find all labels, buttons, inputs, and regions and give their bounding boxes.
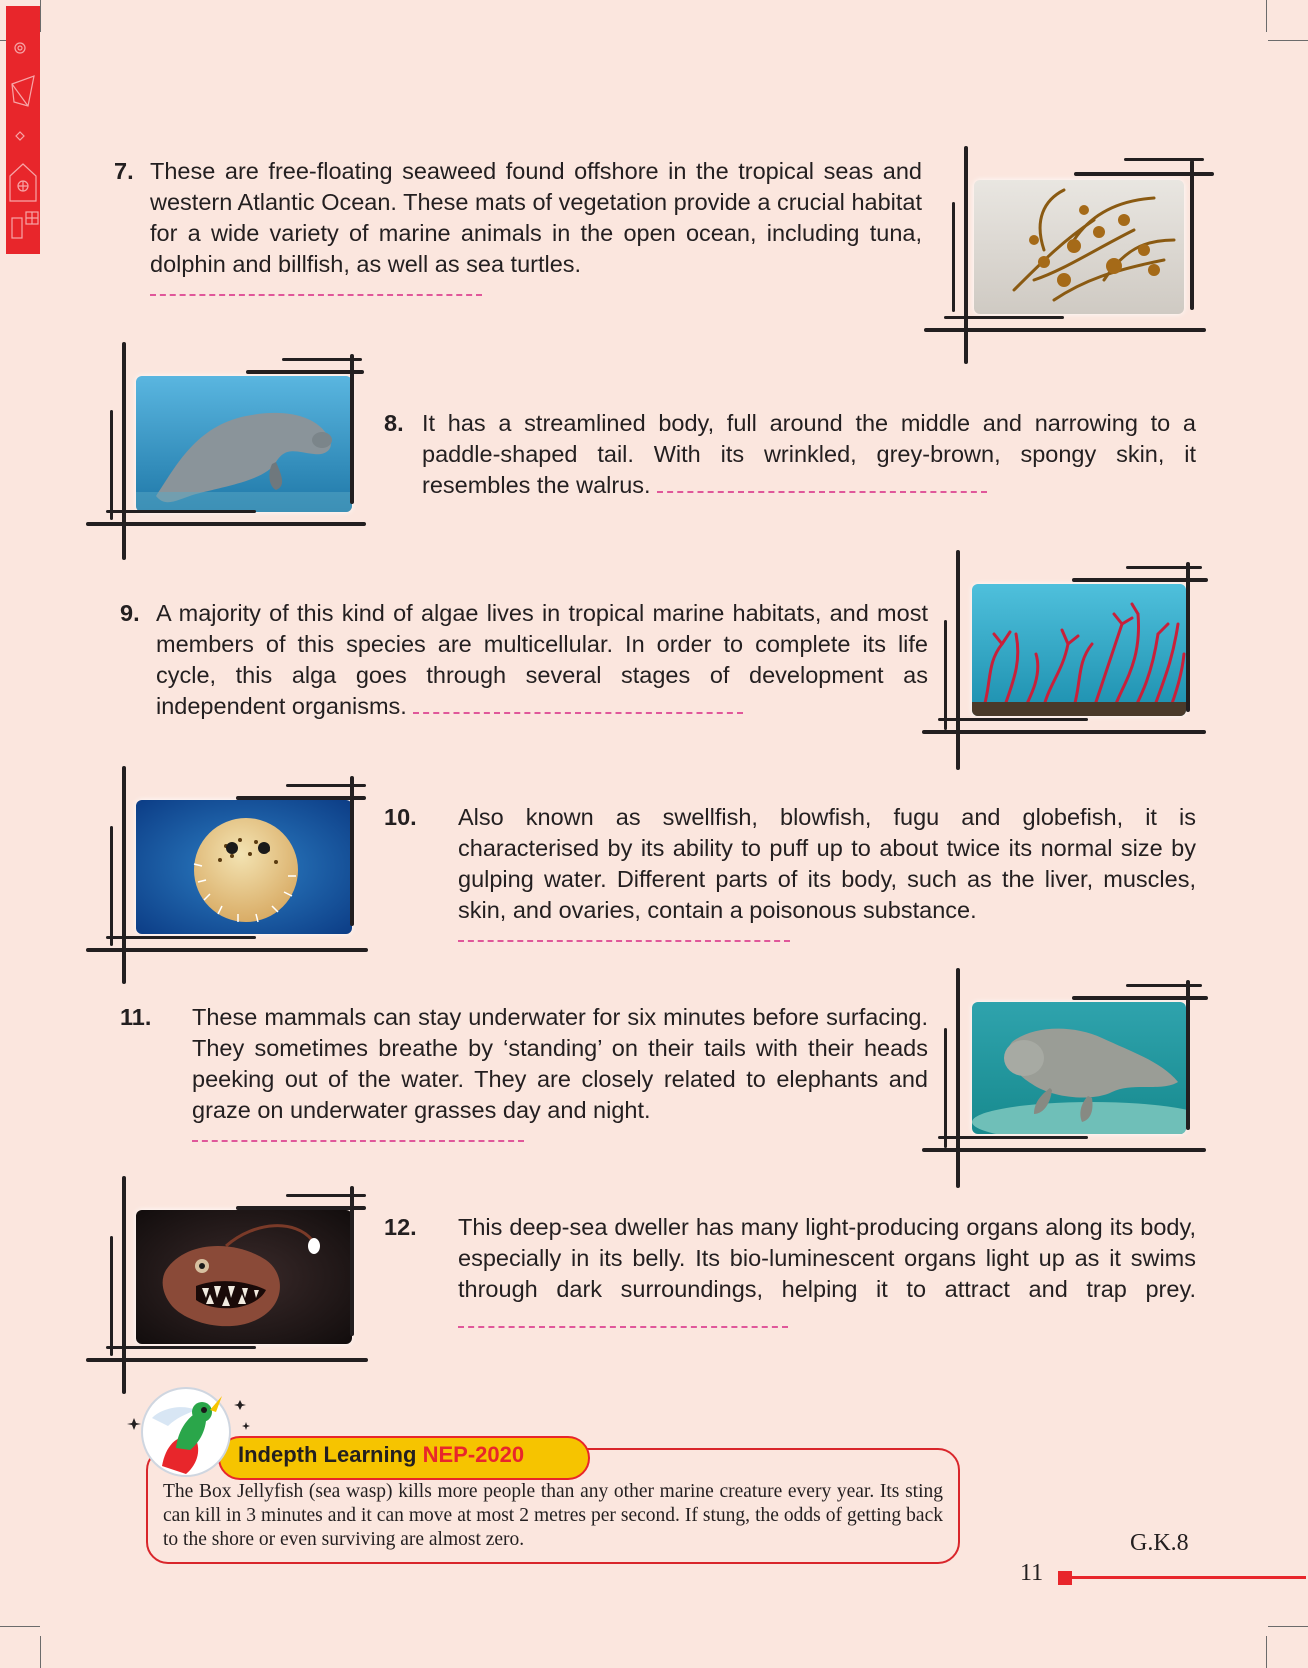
frame-line bbox=[106, 1346, 256, 1349]
crop-mark bbox=[1268, 1626, 1308, 1627]
frame-line bbox=[944, 316, 1064, 319]
frame-line bbox=[350, 776, 354, 926]
question-8 bbox=[384, 408, 1196, 501]
question-text-content: This deep-sea dweller has many light-producing organs along its body, especially in its belly. Its bio-luminescent organs light up as it swims through dark surroundings, helping it to attract and trap prey. bbox=[458, 1214, 1196, 1302]
photo-frame-7 bbox=[924, 146, 1214, 366]
question-text-content: A majority of this kind of algae lives in tropical marine habitats, and most members of this species are multicellular. In order to complete its life cycle, this alga goes through several stages of development as independent organisms. bbox=[156, 600, 928, 719]
answer-blank[interactable] bbox=[192, 1126, 524, 1142]
frame-line bbox=[1190, 160, 1194, 310]
frame-line bbox=[350, 1186, 354, 1336]
crop-mark bbox=[1266, 1636, 1267, 1668]
frame-line bbox=[956, 550, 960, 770]
frame-line bbox=[246, 370, 364, 374]
question-7 bbox=[114, 156, 922, 296]
question-number: 10. bbox=[384, 804, 417, 830]
frame-line bbox=[236, 796, 366, 800]
question-text bbox=[156, 598, 928, 722]
indepth-learning-title bbox=[238, 1442, 524, 1468]
frame-line bbox=[110, 1236, 113, 1356]
frame-line bbox=[922, 730, 1206, 734]
question-11 bbox=[120, 1002, 928, 1142]
anglerfish-image bbox=[136, 1210, 352, 1344]
frame-line bbox=[122, 342, 126, 560]
answer-blank[interactable] bbox=[150, 280, 482, 296]
crop-mark bbox=[40, 0, 41, 32]
sargassum-seaweed-image bbox=[974, 180, 1184, 314]
bird-mascot-icon bbox=[122, 1378, 262, 1488]
question-9 bbox=[120, 598, 928, 722]
question-12 bbox=[384, 1212, 1196, 1336]
question-text bbox=[422, 408, 1196, 501]
question-number: 11. bbox=[120, 1004, 152, 1030]
frame-line bbox=[106, 510, 256, 513]
frame-line bbox=[922, 1148, 1206, 1152]
indepth-title-text: Indepth Learning bbox=[238, 1442, 417, 1467]
frame-line bbox=[110, 826, 113, 946]
question-number: 9. bbox=[120, 600, 140, 626]
frame-line bbox=[1126, 984, 1202, 987]
question-text bbox=[458, 1212, 1196, 1336]
crop-mark bbox=[0, 1626, 40, 1627]
question-text: These are free-floating seaweed found offshore in the tropical seas and western Atlantic Ocean. These mats of vegetation provide a crucial habitat for a wide variety of marine animals in the open ocean, including tuna, dolphin and billfish, as well as sea turtles. bbox=[150, 158, 922, 277]
frame-line bbox=[924, 328, 1206, 332]
manatee-image bbox=[136, 376, 352, 512]
sea-cow-image bbox=[972, 1002, 1186, 1134]
frame-line bbox=[86, 948, 368, 952]
indepth-learning-text: The Box Jellyfish (sea wasp) kills more people than any other marine creature every year. Its sting can kill in 3 minutes and it can move at most 2 metres per second. If stung, the odds of getting back to the shore or even surviving are almost zero. bbox=[163, 1481, 943, 1550]
photo-frame-8 bbox=[86, 342, 376, 562]
crop-mark bbox=[1268, 40, 1308, 41]
question-text-content: It has a streamlined body, full around the middle and narrowing to a paddle-shaped tail. With its wrinkled, grey-brown, spongy skin, it resembles the walrus. bbox=[422, 410, 1196, 498]
question-text: These mammals can stay underwater for six minutes before surfacing. They sometimes breathe by ‘standing’ on their tails with their heads peeking out of the water. They are closely related to elephants and graze on underwater grasses day and night. bbox=[192, 1004, 928, 1123]
frame-line bbox=[956, 968, 960, 1188]
footer-red-line bbox=[1070, 1576, 1306, 1579]
book-label: G.K.8 bbox=[1130, 1530, 1189, 1556]
frame-line bbox=[944, 620, 947, 730]
nep-badge: NEP-2020 bbox=[422, 1442, 525, 1467]
answer-blank[interactable] bbox=[458, 926, 790, 942]
answer-blank[interactable] bbox=[413, 692, 743, 714]
question-number: 12. bbox=[384, 1214, 417, 1240]
photo-frame-12 bbox=[86, 1176, 376, 1396]
crop-mark bbox=[1266, 0, 1267, 32]
pufferfish-image bbox=[136, 800, 352, 934]
photo-frame-10 bbox=[86, 766, 376, 986]
question-number: 7. bbox=[114, 158, 134, 184]
frame-line bbox=[944, 1028, 947, 1148]
frame-line bbox=[106, 936, 256, 939]
photo-frame-11 bbox=[922, 968, 1212, 1188]
frame-line bbox=[1186, 980, 1190, 1130]
frame-line bbox=[1126, 566, 1202, 569]
decorative-side-strip bbox=[6, 6, 40, 254]
photo-frame-9 bbox=[922, 550, 1212, 770]
page-number: 11 bbox=[1020, 1560, 1044, 1586]
frame-line bbox=[110, 410, 113, 520]
question-text: Also known as swellfish, blowfish, fugu and globefish, it is characterised by its ability to puff up to about twice its normal size by gulping water. Different parts of its body, such as the liver, muscles, skin, and ovaries, contain a poisonous substance. bbox=[458, 804, 1196, 923]
crop-mark bbox=[40, 1636, 41, 1668]
frame-line bbox=[286, 1194, 366, 1197]
frame-line bbox=[938, 718, 1088, 721]
answer-blank[interactable] bbox=[458, 1306, 788, 1328]
frame-line bbox=[952, 202, 955, 312]
frame-line bbox=[938, 1136, 1088, 1139]
frame-line bbox=[236, 1206, 366, 1210]
frame-line bbox=[350, 354, 354, 504]
red-algae-image bbox=[972, 584, 1186, 716]
frame-line bbox=[86, 1358, 368, 1362]
frame-line bbox=[86, 522, 366, 526]
question-10 bbox=[384, 802, 1196, 942]
frame-line bbox=[286, 784, 366, 787]
answer-blank[interactable] bbox=[657, 471, 987, 493]
frame-line bbox=[1186, 562, 1190, 712]
question-number: 8. bbox=[384, 410, 404, 436]
